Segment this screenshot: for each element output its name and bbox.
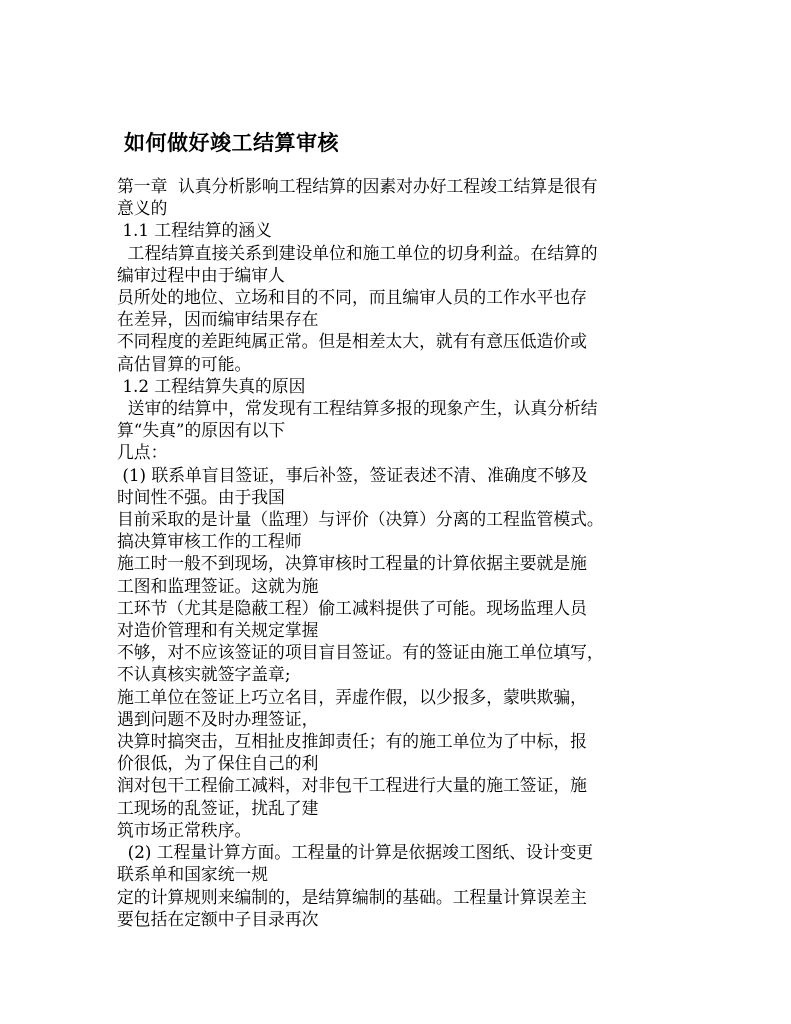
text-line: 对造价管理和有关规定掌握 <box>117 620 319 641</box>
text-line: (2) 工程量计算方面。工程量的计算是依据竣工图纸、设计变更 <box>117 842 594 863</box>
text-line: 筑市场正常秩序。 <box>117 819 252 840</box>
text-line: 1.1 工程结算的涵义 <box>117 220 272 241</box>
text-line: 搞决算审核工作的工程师 <box>117 531 302 552</box>
text-line: 润对包干工程偷工减料，对非包干工程进行大量的施工签证，施 <box>117 775 587 796</box>
text-line: 不认真核实就签字盖章; <box>117 664 291 685</box>
text-line: 不够，对不应该签证的项目盲目签证。有的签证由施工单位填写， <box>117 642 604 663</box>
text-line: (1) 联系单盲目签证，事后补签，签证表述不清、准确度不够及 <box>117 464 588 485</box>
text-line: 工环节（尤其是隐蔽工程）偷工减料提供了可能。现场监理人员 <box>117 597 587 618</box>
text-line: 在差异，因而编审结果存在 <box>117 309 319 330</box>
text-line: 意义的 <box>117 198 168 219</box>
text-line: 送审的结算中，常发现有工程结算多报的现象产生，认真分析结 <box>117 398 598 419</box>
text-line: 几点： <box>117 442 168 463</box>
text-line: 工现场的乱签证，扰乱了建 <box>117 797 319 818</box>
text-line: 施工时一般不到现场，决算审核时工程量的计算依据主要就是施 <box>117 553 587 574</box>
text-line: 员所处的地位、立场和目的不同，而且编审人员的工作水平也存 <box>117 287 587 308</box>
document-body <box>117 175 677 930</box>
document-title: 如何做好竣工结算审核 <box>124 130 339 155</box>
text-line: 高估冒算的可能。 <box>117 353 252 374</box>
text-line: 工图和监理签证。这就为施 <box>117 575 319 596</box>
text-line: 施工单位在签证上巧立名目，弄虚作假，以少报多，蒙哄欺骗， <box>117 686 587 707</box>
text-line: 价很低，为了保住自己的利 <box>117 753 319 774</box>
text-line: 要包括在定额中子目录再次 <box>117 908 319 929</box>
text-line: 第一章 认真分析影响工程结算的因素对办好工程竣工结算是很有 <box>117 176 598 196</box>
text-line: 1.2 工程结算失真的原因 <box>117 375 306 396</box>
text-line: 算“失真”的原因有以下 <box>117 420 286 441</box>
text-line: 遇到问题不及时办理签证， <box>117 708 319 729</box>
text-line: 定的计算规则来编制的，是结算编制的基础。工程量计算误差主 <box>117 886 587 907</box>
text-line: 工程结算直接关系到建设单位和施工单位的切身利益。在结算的 <box>117 242 598 263</box>
text-line: 时间性不强。由于我国 <box>117 486 285 507</box>
text-line: 决算时搞突击，互相扯皮推卸责任；有的施工单位为了中标，报 <box>117 731 587 752</box>
text-line: 不同程度的差距纯属正常。但是相差太大，就有有意压低造价或 <box>117 331 587 352</box>
text-line: 编审过程中由于编审人 <box>117 264 285 285</box>
text-line: 联系单和国家统一规 <box>117 864 269 885</box>
text-line: 目前采取的是计量（监理）与评价（决算）分离的工程监管模式。 <box>117 509 604 530</box>
